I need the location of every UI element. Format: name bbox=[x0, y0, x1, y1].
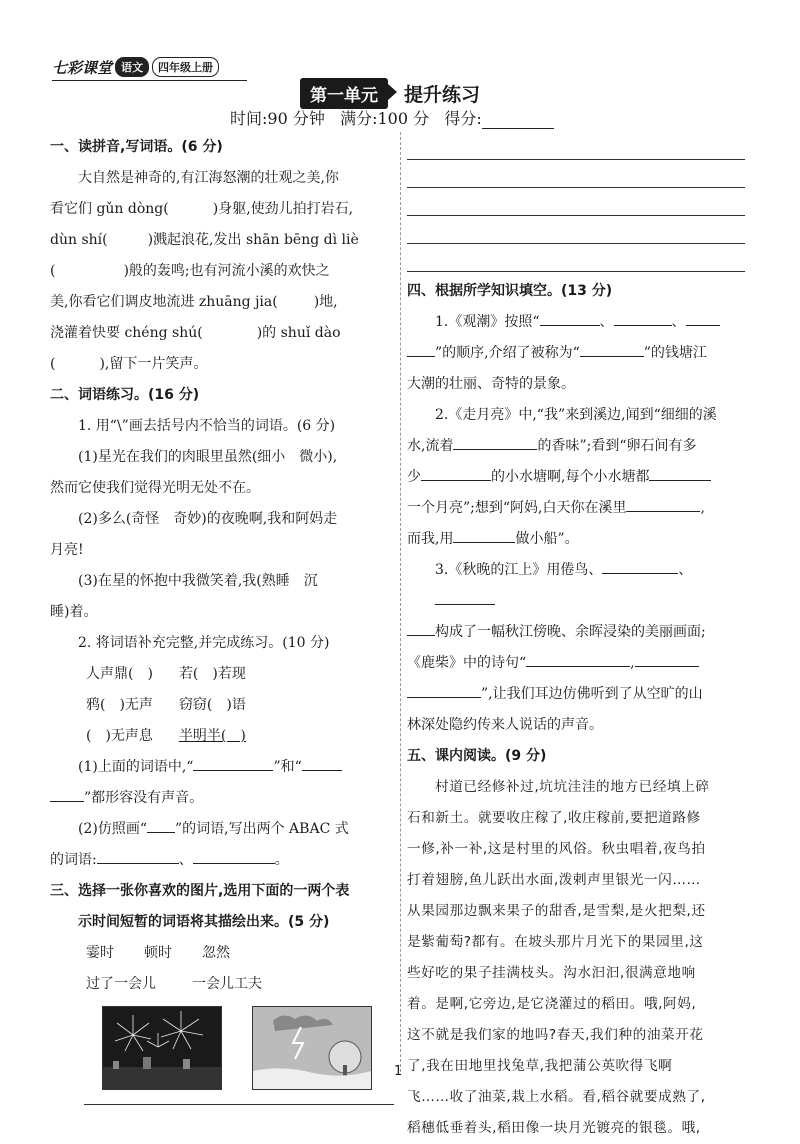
s1-line7: ( ),留下一片笑声。 bbox=[50, 356, 208, 372]
s2-q1c: (3)在星的怀抱中我微笑着,我(熟睡 沉 bbox=[78, 573, 318, 589]
passage-line: 这不就是我们家的地吗?春天,我们种的油菜开花 bbox=[407, 1027, 704, 1043]
passage-line: 是紫葡萄?都有。在坡头那片月光下的果园里,这 bbox=[407, 934, 704, 950]
time-word-row: 过了一会儿 一会儿工夫 bbox=[86, 976, 262, 992]
s1-line2: 看它们 gǔn dòng( )身躯,使劲儿拍打岩石, bbox=[50, 201, 354, 217]
idiom-row: ( )无声息 半明半( ) bbox=[86, 728, 246, 744]
right-column bbox=[407, 132, 745, 1144]
s1-line1: 大自然是神奇的,有江海怒潮的壮观之美,你 bbox=[78, 170, 339, 186]
s2-q1: 1. 用“\”画去括号内不恰当的词语。(6 分) bbox=[78, 418, 336, 434]
s4-b3: 少 的小水塘啊,每个小水塘都 bbox=[407, 462, 745, 493]
s4-b2: 水,流着 的香味”;看到“卵石间有多 bbox=[407, 431, 745, 462]
passage-line: 村道已经修补过,坑坑洼洼的地方已经填上碎 bbox=[435, 779, 710, 795]
brand-rule bbox=[52, 80, 247, 81]
brand-logo: 七彩课堂 bbox=[52, 58, 113, 77]
writing-line[interactable] bbox=[407, 132, 745, 160]
writing-line[interactable] bbox=[407, 216, 745, 244]
time-limit: 时间:90 分钟 bbox=[230, 109, 325, 128]
section4-title: 四、根据所学知识填空。(13 分) bbox=[407, 283, 613, 299]
s1-line4: ( )般的轰鸣;也有河流小溪的欢快之 bbox=[50, 263, 330, 279]
section5-title: 五、课内阅读。(9 分) bbox=[407, 748, 547, 764]
reading-passage bbox=[407, 772, 745, 1144]
s4-a1: 1.《观潮》按照“ 、 、 bbox=[407, 307, 745, 338]
passage-line: 稻穗低垂着头,稻田像一块月光镀亮的银毯。哦, bbox=[407, 1120, 701, 1136]
s1-line5: 美,你看它们调皮地流进 zhuāng jia( )地, bbox=[50, 294, 338, 310]
s2-p1: (1)上面的词语中,“ ”和“ bbox=[50, 752, 395, 783]
s2-p1-cont: ”都形容没有声音。 bbox=[50, 783, 395, 814]
s4-c3: 《鹿柴》中的诗句“ , bbox=[407, 648, 745, 679]
subject-tag: 语文 bbox=[115, 57, 149, 77]
description-answer-line[interactable] bbox=[84, 1104, 394, 1105]
passage-line: 着。是啊,它旁边,是它浇灌过的稻田。哦,阿妈, bbox=[407, 996, 697, 1012]
fireworks-picture[interactable] bbox=[102, 1006, 222, 1090]
time-word-row: 霎时 顿时 忽然 bbox=[86, 945, 230, 961]
s2-q1b: (2)多么(奇怪 奇妙)的夜晚啊,我和阿妈走 bbox=[78, 511, 338, 527]
picture-choices bbox=[50, 1006, 395, 1090]
idiom-row: 鸦( )无声 窃窃( )语 bbox=[86, 697, 246, 713]
s2-p2: (2)仿照画“ ”的词语,写出两个 ABAC 式 bbox=[50, 814, 395, 845]
s2-p2-cont: 的词语: 、 。 bbox=[50, 845, 395, 876]
s4-b1: 2.《走月亮》中,“我”来到溪边,闻到“细细的溪 bbox=[435, 407, 717, 423]
section3-title-cont: 示时间短暂的词语将其描绘出来。(5 分) bbox=[78, 914, 330, 930]
s4-a3: 大潮的壮丽、奇特的景象。 bbox=[407, 376, 575, 392]
passage-line: 些好吃的果子挂满枝头。沟水汩汩,很满意地响 bbox=[407, 965, 696, 981]
page-number: 1 bbox=[394, 1064, 403, 1079]
page-title bbox=[300, 78, 480, 109]
passage-line: 一修,补一补,这是村里的风俗。秋虫唱着,夜鸟拍 bbox=[407, 841, 706, 857]
s1-line3: dùn shí( )溅起浪花,发出 shān bēng dì liè bbox=[50, 232, 359, 248]
s4-c4: ”,让我们耳边仿佛听到了从空旷的山 bbox=[407, 679, 745, 710]
s4-c5: 林深处隐约传来人说话的声音。 bbox=[407, 717, 603, 733]
left-column bbox=[50, 132, 395, 1105]
writing-line[interactable] bbox=[407, 188, 745, 216]
s4-c2: 构成了一幅秋江傍晚、余晖浸染的美丽画面; bbox=[407, 617, 745, 648]
s4-c1: 3.《秋晚的江上》用倦鸟、 、 bbox=[407, 555, 745, 617]
passage-line: 石和新土。就要收庄稼了,收庄稼前,要把道路修 bbox=[407, 810, 701, 826]
column-divider bbox=[400, 132, 401, 1072]
passage-line: 飞……收了油菜,栽上水稻。看,稻谷就要成熟了, bbox=[407, 1089, 706, 1105]
s4-b5: 而我,用 做小船”。 bbox=[407, 524, 745, 555]
unit-label: 第一单元 bbox=[300, 78, 388, 109]
score-blank[interactable] bbox=[482, 114, 554, 129]
writing-line[interactable] bbox=[407, 160, 745, 188]
section1-title: 一、读拼音,写词语。(6 分) bbox=[50, 139, 223, 155]
s2-q1a-cont: 然而它使我们觉得光明无处不在。 bbox=[50, 480, 260, 496]
passage-line: 从果园那边飘来果子的甜香,是雪梨,是火把梨,还 bbox=[407, 903, 706, 919]
storm-picture[interactable] bbox=[252, 1006, 372, 1090]
brand-header bbox=[52, 56, 219, 78]
section2-title: 二、词语练习。(16 分) bbox=[50, 387, 200, 403]
score-label: 得分: bbox=[444, 109, 482, 128]
s2-q1a: (1)星光在我们的肉眼里虽然(细小 微小), bbox=[78, 449, 338, 465]
full-score: 满分:100 分 bbox=[340, 109, 430, 128]
s2-q1b-cont: 月亮! bbox=[50, 542, 84, 558]
s2-q2: 2. 将词语补充完整,并完成练习。(10 分) bbox=[78, 635, 330, 651]
title-text: 提升练习 bbox=[404, 84, 481, 106]
writing-line[interactable] bbox=[407, 244, 745, 272]
exam-meta bbox=[230, 106, 554, 129]
passage-line: 打着翅膀,鱼儿跃出水面,泼剌声里银光一闪…… bbox=[407, 872, 701, 888]
s1-line6: 浇灌着快要 chéng shú( )的 shuǐ dào bbox=[50, 325, 341, 341]
passage-line: 了,我在田地里找兔草,我把蒲公英吹得飞啊 bbox=[407, 1058, 673, 1074]
s4-b4: 一个月亮”;想到“阿妈,白天你在溪里 , bbox=[407, 493, 745, 524]
idiom-row: 人声鼎( ) 若( )若现 bbox=[86, 666, 246, 682]
s4-a2: ”的顺序,介绍了被称为“ ”的钱塘江 bbox=[407, 338, 745, 369]
section3-title: 三、选择一张你喜欢的图片,选用下面的一两个表 bbox=[50, 883, 350, 899]
s2-q1c-cont: 睡)着。 bbox=[50, 604, 98, 620]
grade-tag: 四年级上册 bbox=[152, 57, 219, 77]
